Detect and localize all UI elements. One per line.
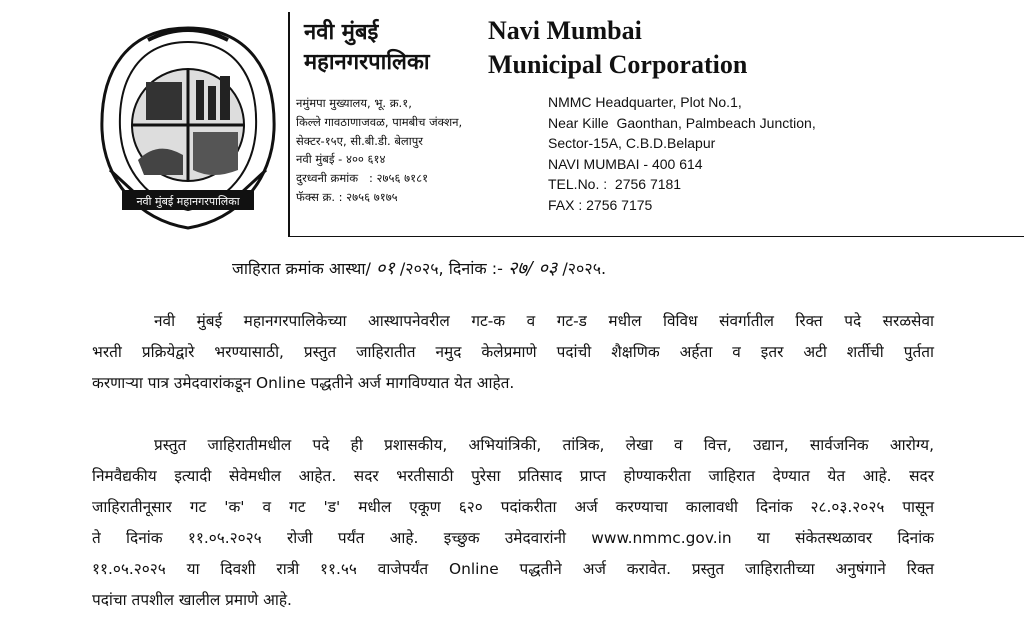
paragraph-line: नवी मुंबई महानगरपालिकेच्या आस्थापनेवरील गट-क व गट-ड मधील विविध संवर्गातील रिक्त पदे सरळसेवा — [154, 312, 934, 330]
org-name-mr-line2: महानगरपालिका — [304, 50, 430, 75]
paragraph-line: ११.०५.२०२५ या दिवशी रात्री ११.५५ वाजेपर्यंत Online पद्धतीने अर्ज करावेत. प्रस्तुत जाहिरातीच्या अनुषंगाने रिक्त — [92, 560, 934, 578]
address-en-line: NAVI MUMBAI - 400 614 — [548, 155, 703, 172]
adv-ref-number: ०१ — [376, 258, 395, 279]
header-divider-horizontal — [288, 236, 1024, 237]
advertisement-reference — [232, 256, 606, 280]
adv-ref-prefix: जाहिरात क्रमांक आस्था/ — [232, 259, 371, 278]
adv-ref-date: २७/ ०३ — [508, 258, 558, 279]
adv-ref-year-end: /२०२५. — [562, 259, 607, 278]
paragraph-line: निमवैद्यकीय इत्यादी सेवेमधील आहेत. सदर भरतीसाठी पुरेसा प्रतिसाद प्राप्त होण्याकरीता जाहिरात देण्यात येत आहे. सदर — [92, 467, 934, 485]
address-en-line: FAX : 2756 7175 — [548, 196, 653, 213]
address-marathi — [296, 94, 462, 207]
paragraph-line: करणाऱ्या पात्र उमेदवारांकडून Online पद्धतीने अर्ज मागविण्यात येत आहेत. — [92, 374, 515, 392]
address-en-line: NMMC Headquarter, Plot No.1, — [548, 94, 742, 110]
nmmc-emblem — [88, 20, 288, 240]
address-en-line: Sector-15A, C.B.D.Belapur — [548, 135, 716, 152]
address-mr-line: नवी मुंबई - ४०० ६१४ — [296, 152, 386, 167]
org-name-mr-line1: नवी मुंबई — [304, 20, 379, 45]
paragraph-line: ते दिनांक ११.०५.२०२५ रोजी पर्यंत आहे. इच्छुक उमेदवारांनी www.nmmc.gov.in या संकेतस्थळावर दिनांक — [92, 529, 934, 547]
org-name-english — [488, 14, 747, 82]
address-mr-line: सेक्टर-१५ए, सी.बी.डी. बेलापुर — [296, 133, 423, 148]
org-name-marathi — [304, 18, 430, 78]
paragraph-line: भरती प्रक्रियेद्वारे भरण्यासाठी, प्रस्तुत जाहिरातीत नमुद केलेप्रमाणे पदांची शैक्षणिक अर्हता व इतर अटी शर्तीची पुर्तता — [92, 343, 934, 361]
paragraph-line: प्रस्तुत जाहिरातीमधील पदे ही प्रशासकीय, अभियांत्रिकी, तांत्रिक, लेखा व वित्त, उद्यान, सार्वजनिक आरोग्य, — [154, 436, 934, 454]
org-name-en-line2: Municipal Corporation — [488, 50, 748, 79]
address-mr-line: फॅक्स क्र. : २७५६ ७१७५ — [296, 189, 398, 204]
body-paragraph-1 — [92, 306, 934, 399]
address-english — [548, 92, 816, 216]
address-mr-line: नमुंमपा मुख्यालय, भू. क्र.१, — [296, 96, 412, 110]
adv-ref-year: /२०२५, दिनांक :- — [399, 259, 503, 278]
svg-text:नवी मुंबई महानगरपालिका: नवी मुंबई महानगरपालिका — [136, 195, 240, 208]
address-en-line: TEL.No. : 2756 7181 — [548, 176, 682, 193]
address-en-line: Near Kille Gaonthan, Palmbeach Junction, — [548, 114, 816, 131]
header-divider-vertical — [288, 12, 290, 236]
body-paragraph-2 — [92, 430, 934, 616]
paragraph-line: जाहिरातीनूसार गट 'क' व गट 'ड' मधील एकूण ६२० पदांकरीता अर्ज करण्याचा कालावधी दिनांक २८.०३.२०२५ पासून — [92, 498, 934, 516]
org-name-en-line1: Navi Mumbai — [488, 16, 642, 45]
paragraph-line: पदांचा तपशील खालील प्रमाणे आहे. — [92, 591, 292, 609]
address-mr-line: दुरध्वनी क्रमांक : २७५६ ७१८१ — [296, 171, 429, 186]
address-mr-line: किल्ले गावठाणाजवळ, पामबीच जंक्शन, — [296, 114, 463, 129]
